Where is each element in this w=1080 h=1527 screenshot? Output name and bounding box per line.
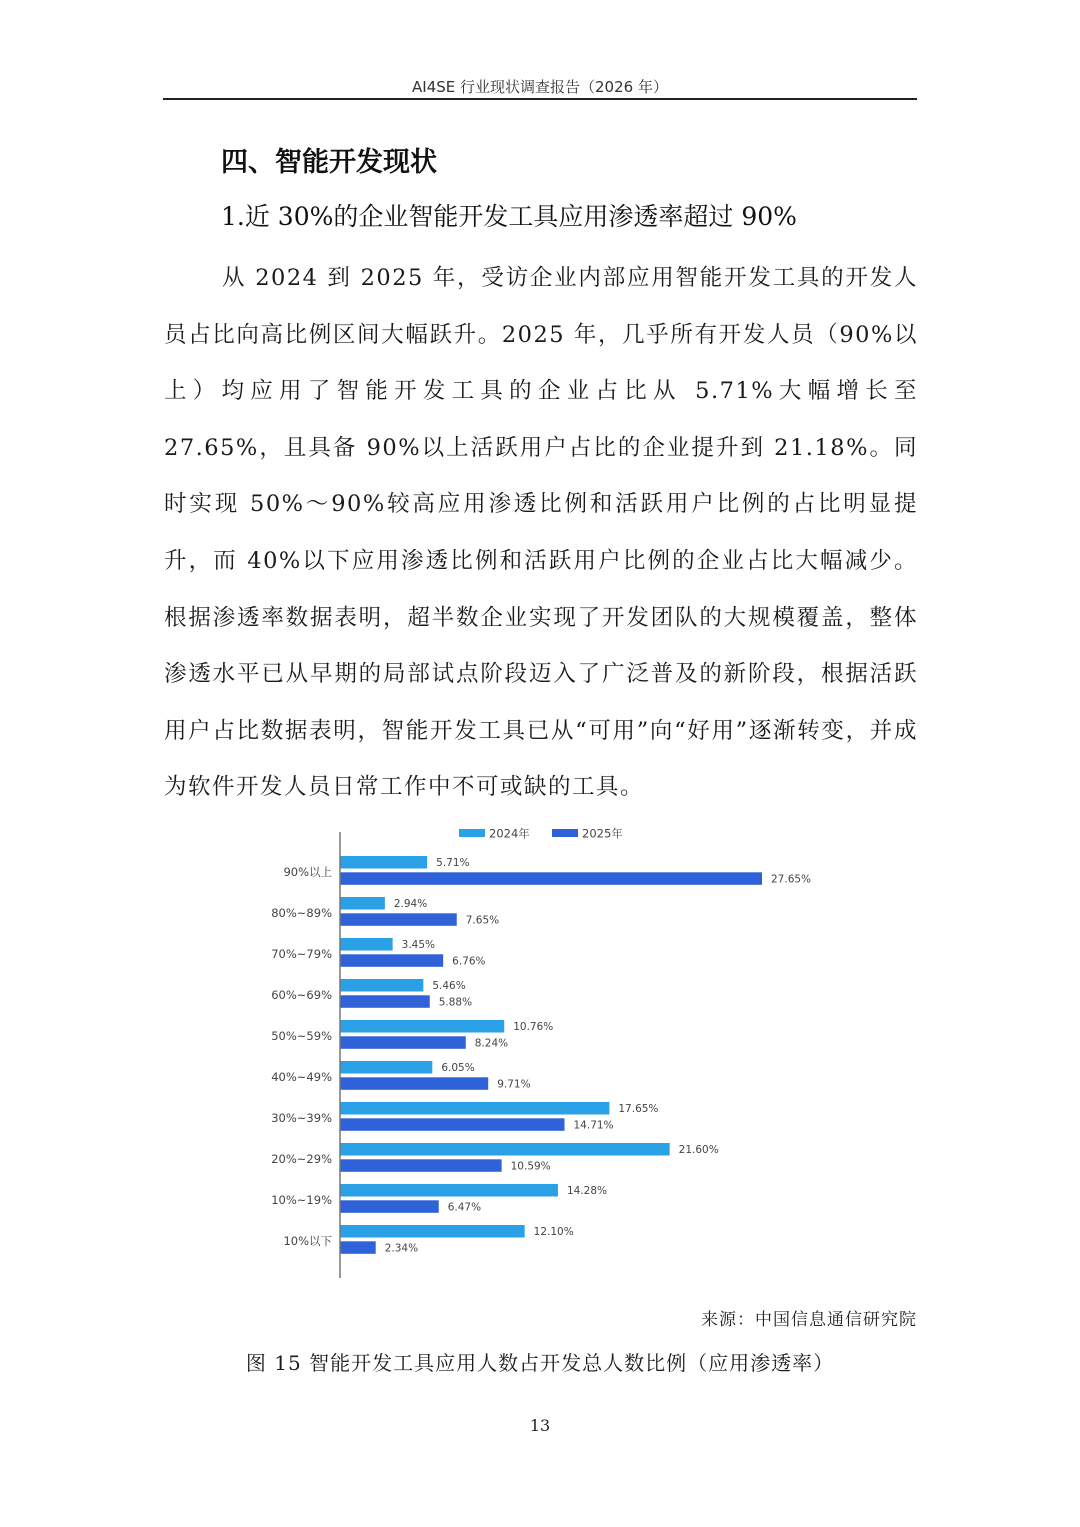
category-label: 20%~29% xyxy=(271,1152,332,1166)
sub-title: 1.近 30%的企业智能开发工具应用渗透率超过 90% xyxy=(221,202,797,231)
bar-2025 xyxy=(340,1241,376,1254)
bar-2024 xyxy=(340,1184,558,1197)
data-label: 17.65% xyxy=(618,1103,659,1115)
data-label: 5.71% xyxy=(436,857,470,869)
category-label: 10%~19% xyxy=(271,1193,332,1207)
bar-2024 xyxy=(340,1102,609,1115)
bar-2024 xyxy=(340,938,393,951)
data-label: 14.28% xyxy=(566,1185,607,1197)
data-label: 6.05% xyxy=(441,1062,475,1074)
bar-2025 xyxy=(340,995,430,1008)
data-label: 2.34% xyxy=(384,1242,419,1255)
data-label: 8.24% xyxy=(474,1037,509,1050)
bar-2024 xyxy=(340,897,385,910)
bar-2025 xyxy=(340,1036,466,1049)
header-rule xyxy=(163,98,917,100)
bar-2025 xyxy=(340,1159,502,1172)
data-label: 5.88% xyxy=(438,996,473,1009)
figure-caption: 图 15 智能开发工具应用人数占开发总人数比例（应用渗透率） xyxy=(245,1351,835,1375)
legend-swatch-0 xyxy=(459,829,485,837)
bar-2024 xyxy=(340,979,423,992)
category-label: 70%~79% xyxy=(271,947,332,961)
bar-2025 xyxy=(340,954,443,967)
page-number: 13 xyxy=(529,1416,551,1435)
bar-2024 xyxy=(340,1020,504,1033)
bar-2025 xyxy=(340,913,457,926)
legend-label-1: 2025年 xyxy=(582,826,623,841)
section-title: 四、智能开发现状 xyxy=(221,147,437,178)
data-label: 5.46% xyxy=(432,980,466,992)
figure-source: 来源：中国信息通信研究院 xyxy=(701,1310,917,1330)
body-paragraph: 从 2024 到 2025 年，受访企业内部应用智能开发工具的开发人员占比向高比例区间大幅跃升。2025 年，几乎所有开发人员（90%以上）均应用了智能开发工具的企业占比从 5.71%大幅增长至 27.65%，且具备 90%以上活跃用户占比的企业提升到 21.18%。同时实现 50%～90%较高应用渗透比例和活跃用户比例的占比明显提升，而 40%以下应用渗透比例和活跃用户比例的企业占比大幅减少。根据渗透率数据表明，超半数企业实现了开发团队的大规模覆盖，整体渗透水平已从早期的局部试点阶段迈入了广泛普及的新阶段，根据活跃用户占比数据表明，智能开发工具已从“可用”向“好用”逐渐转变，并成为软件开发人员日常工作中不可或缺的工具。 xyxy=(164,265,918,801)
bar-2025 xyxy=(340,1200,439,1213)
data-label: 14.71% xyxy=(573,1119,614,1132)
category-label: 80%~89% xyxy=(271,906,332,920)
bar-2024 xyxy=(340,1061,432,1074)
data-label: 12.10% xyxy=(533,1226,574,1238)
data-label: 2.94% xyxy=(393,898,428,910)
category-label: 10%以下 xyxy=(283,1234,332,1248)
bar-2024 xyxy=(340,1225,525,1238)
bar-2025 xyxy=(340,1077,488,1090)
category-label: 60%~69% xyxy=(271,988,332,1002)
data-label: 3.45% xyxy=(401,939,436,951)
bar-2024 xyxy=(340,1143,670,1156)
bar-2025 xyxy=(340,1118,565,1131)
legend-label-0: 2024年 xyxy=(489,826,530,841)
data-label: 27.65% xyxy=(771,873,812,886)
data-label: 6.76% xyxy=(452,955,486,968)
data-label: 7.65% xyxy=(465,914,500,927)
data-label: 10.76% xyxy=(513,1021,554,1033)
data-label: 21.60% xyxy=(678,1144,719,1156)
category-label: 90%以上 xyxy=(283,865,332,879)
data-label: 9.71% xyxy=(497,1078,531,1091)
legend-swatch-1 xyxy=(552,829,578,837)
bar-2024 xyxy=(340,856,427,869)
category-label: 40%~49% xyxy=(271,1070,332,1084)
category-label: 50%~59% xyxy=(271,1029,332,1043)
category-label: 30%~39% xyxy=(271,1111,332,1125)
data-label: 6.47% xyxy=(447,1201,482,1214)
data-label: 10.59% xyxy=(510,1160,551,1173)
bar-2025 xyxy=(340,872,762,885)
running-header: AI4SE 行业现状调查报告（2026 年） xyxy=(412,78,668,96)
